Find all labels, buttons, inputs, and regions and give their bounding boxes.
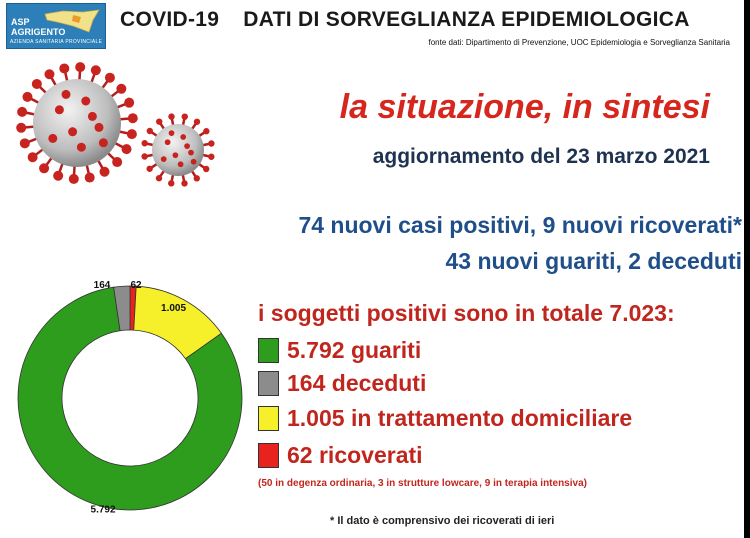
legend-label: 1.005 in trattamento domiciliare (287, 404, 633, 431)
legend-item-deceduti (258, 368, 426, 398)
legend-label: 62 ricoverati (287, 441, 423, 468)
update-date: aggiornamento del 23 marzo 2021 (372, 145, 710, 168)
legend-swatch (258, 443, 279, 468)
label-guariti: 5.792 (90, 504, 116, 516)
label-domiciliare: 1.005 (161, 303, 187, 315)
total-positive: i soggetti positivi sono in totale 7.023: (258, 300, 675, 326)
headline: la situazione, in sintesi (339, 88, 710, 126)
legend-label: 164 deceduti (287, 369, 427, 396)
footnote: * Il dato è comprensivo dei ricoverati di ieri (330, 515, 555, 527)
asp-logo (6, 3, 106, 49)
legend-swatch (258, 406, 279, 431)
hospital-detail: (50 in degenza ordinaria, 3 in strutture lowcare, 9 in terapia intensiva) (258, 478, 587, 489)
page-title (120, 8, 730, 32)
news-line-1: 74 nuovi casi positivi, 9 nuovi ricoverati* (298, 212, 742, 238)
coronavirus-large-icon (12, 58, 142, 188)
news-line-2: 43 nuovi guariti, 2 deceduti (445, 248, 742, 274)
legend-item-domiciliare (258, 403, 632, 433)
donut-chart (0, 270, 260, 538)
title-left: COVID-19 (120, 8, 220, 31)
label-ricoverati: 62 (130, 280, 142, 291)
title-right: DATI DI SORVEGLIANZA EPIDEMIOLOGICA (243, 8, 690, 31)
legend-swatch (258, 338, 279, 363)
coronavirus-small-icon (138, 110, 218, 190)
legend-swatch (258, 371, 279, 396)
label-deceduti: 164 (93, 280, 111, 291)
legend-label: 5.792 guariti (287, 336, 422, 363)
logo-name: ASP AGRIGENTO (11, 17, 66, 37)
legend-item-ricoverati (258, 440, 423, 470)
legend-item-guariti (258, 335, 421, 365)
logo-subtitle: AZIENDA SANITARIA PROVINCIALE (10, 39, 103, 45)
data-source: fonte dati: Dipartimento di Prevenzione, UOC Epidemiologia e Sorveglianza Sanitaria (428, 38, 730, 47)
